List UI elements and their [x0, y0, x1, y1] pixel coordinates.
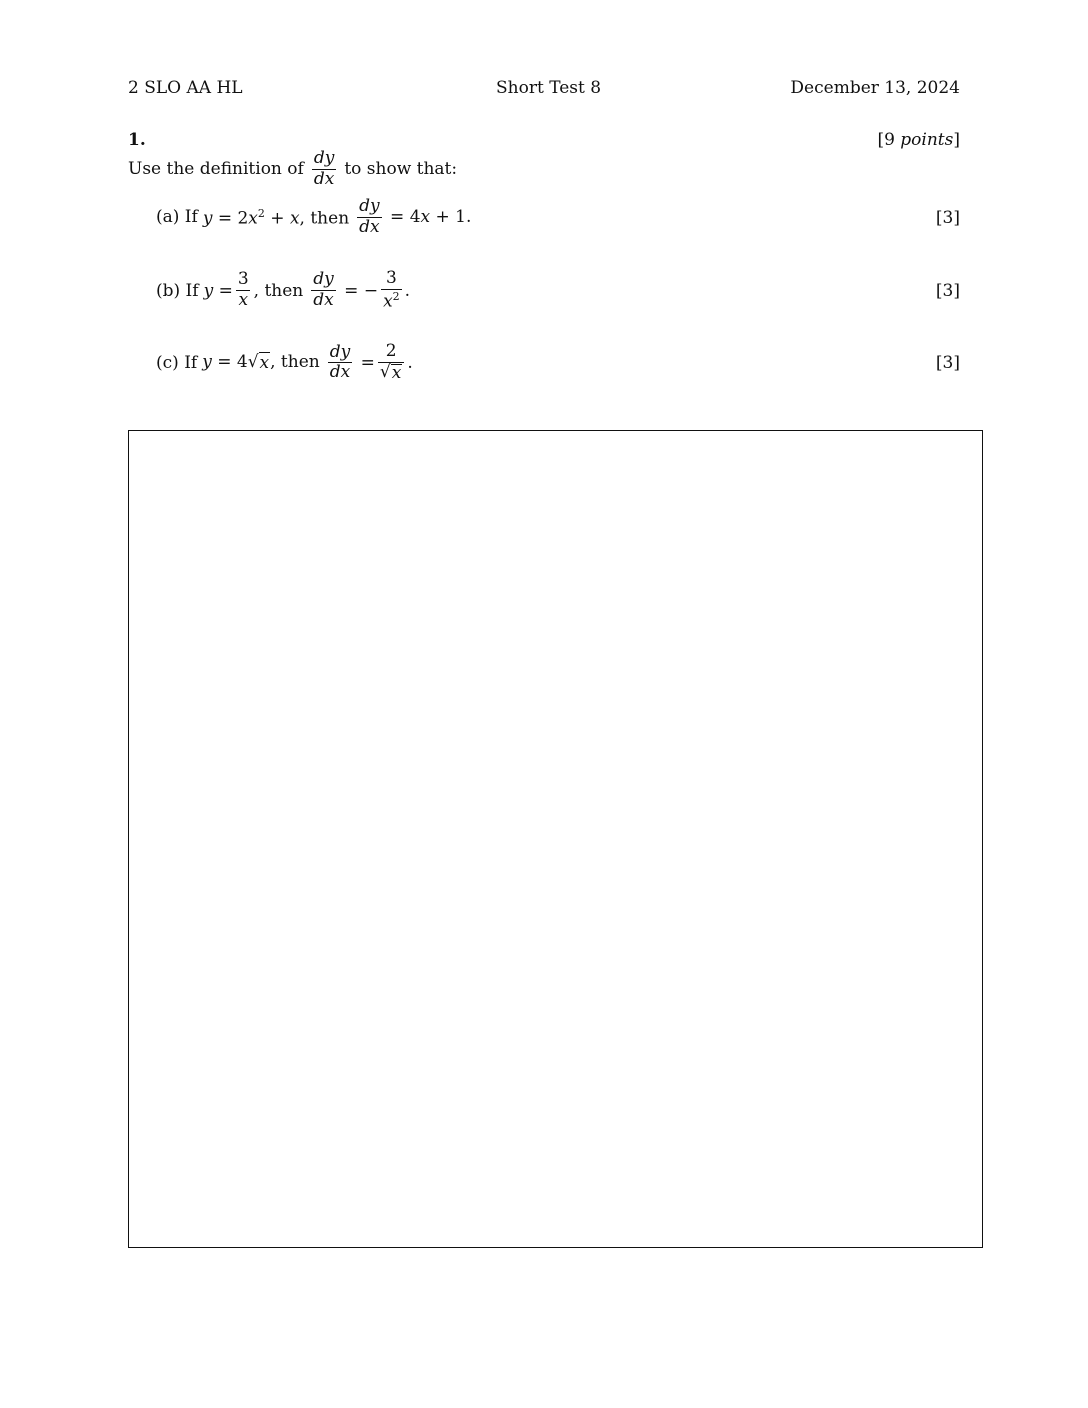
question-points: [9 points]: [877, 130, 960, 150]
question-number: 1.: [128, 130, 146, 150]
part-b-derivative: $\frac{dy}{dx}$: [313, 269, 334, 311]
answer-box[interactable]: [128, 430, 983, 1248]
part-a-result: = 4x + 1.: [384, 207, 472, 228]
part-c-marks: [3]: [935, 353, 960, 373]
question-intro: [128, 150, 457, 189]
part-b-marks: [3]: [935, 281, 960, 301]
part-c-result: 2 √ x: [378, 343, 404, 383]
intro-text-after: to show that:: [344, 159, 458, 180]
part-a-derivative: $\frac{dy}{dx}$: [359, 196, 380, 237]
part-a-label: (a) If: [156, 207, 198, 228]
part-a-marks: [3]: [935, 208, 960, 228]
part-c-derivative: $\frac{dy}{dx}$: [329, 341, 351, 383]
derivative-notation: $\frac{dy}{dx}$: [313, 148, 335, 189]
part-c-function: y = 4 √ x , then: [202, 352, 320, 374]
test-title: Short Test 8: [496, 78, 602, 98]
part-c-label: (c) If: [156, 352, 198, 373]
part-b-fraction: $\frac{3}{x}$: [237, 269, 249, 311]
part-a: [156, 198, 471, 237]
course-code: 2 SLO AA HL: [128, 78, 243, 98]
part-b-function: y =: [203, 280, 233, 301]
intro-text-before: Use the definition of: [128, 159, 304, 180]
part-a-function: $y = 2x^2 + x$, then: [202, 206, 350, 229]
part-b-result: $\frac{3}{x^2}$: [383, 268, 400, 312]
test-date: December 13, 2024: [790, 78, 960, 98]
part-c: (c) If y = 4 √ x , then $\frac{dy}{dx}$ = 2 √ x .: [156, 341, 413, 383]
part-b: (b) If y = $\frac{3}{x}$ , then $\frac{dy}{dx}$ = − $\frac{3}{x^2}$ .: [156, 268, 411, 312]
part-b-label: (b) If: [156, 280, 199, 301]
